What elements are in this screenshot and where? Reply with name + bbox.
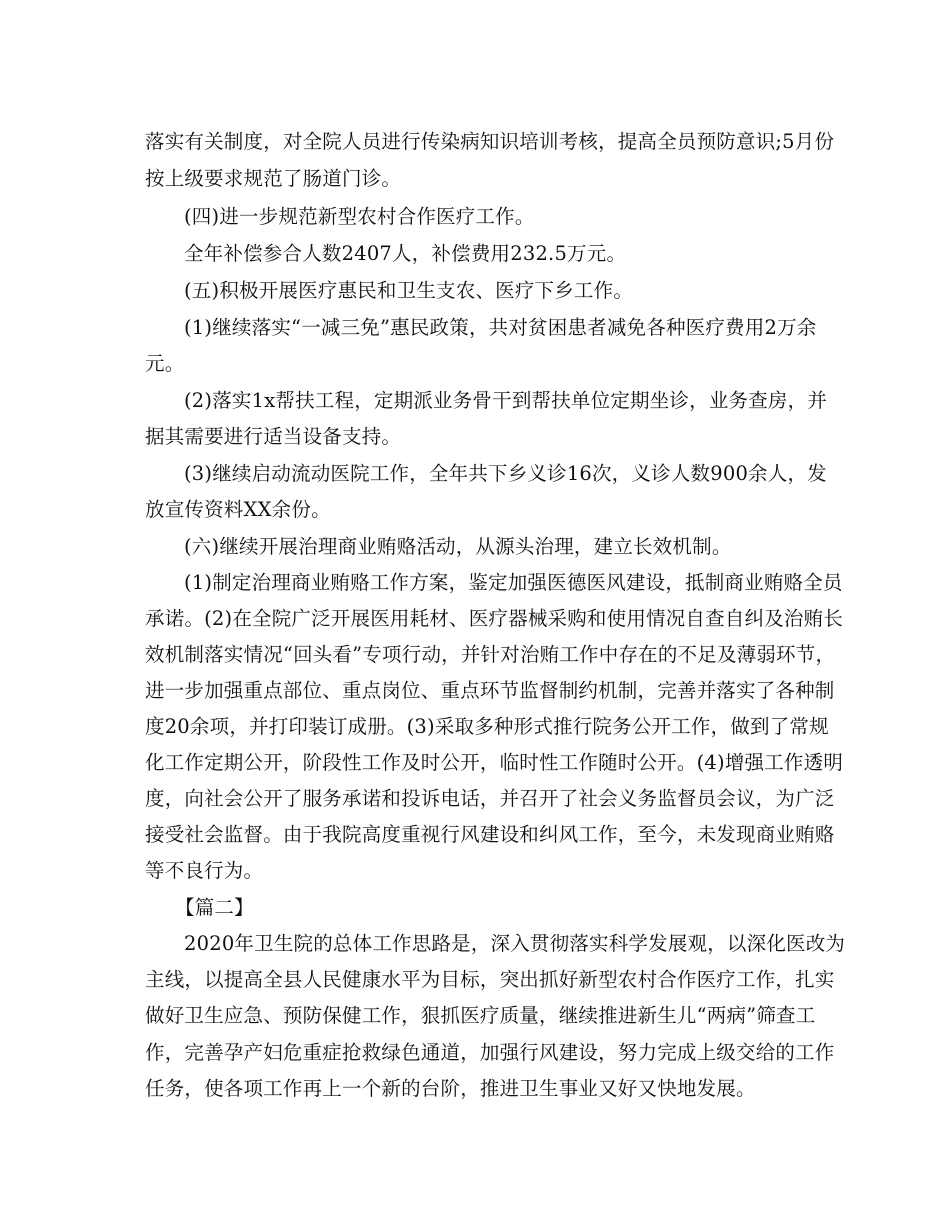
text-line: (3)继续启动流动医院工作，全年共下乡义诊16次，义诊人数900余人，发 — [184, 462, 827, 485]
text-line: 放宣传资料XX余份。 — [145, 498, 331, 521]
text-line: 按上级要求规范了肠道门诊。 — [145, 167, 402, 190]
section-heading: (五)积极开展医疗惠民和卫生支农、医疗下乡工作。 — [184, 279, 634, 302]
text-line: 等不良行为。 — [145, 859, 264, 882]
text-line: 元。 — [145, 352, 185, 375]
text-line: 作，完善孕产妇危重症抢救绿色通道，加强行风建设，努力完成上级交给的工作 — [145, 1041, 835, 1064]
text-line: 效机制落实情况“回头看”专项行动，并针对治贿工作中存在的不足及薄弱环节， — [145, 643, 836, 666]
text-line: 全年补偿参合人数2407人，补偿费用232.5万元。 — [184, 242, 627, 265]
text-line: 落实有关制度，对全院人员进行传染病知识培训考核，提高全员预防意识;5月份 — [145, 130, 835, 153]
section-heading: (四)进一步规范新型农村合作医疗工作。 — [184, 205, 535, 228]
text-line: 据其需要进行适当设备支持。 — [145, 425, 402, 448]
text-line: 主线，以提高全县人民健康水平为目标，突出抓好新型农村合作医疗工作，扎实 — [145, 968, 835, 991]
text-line: 度，向社会公开了服务承诺和投诉电话，并召开了社会义务监督员会议，为广泛 — [145, 787, 835, 810]
text-line: 任务，使各项工作再上一个新的台阶，推进卫生事业又好又快地发展。 — [145, 1077, 756, 1100]
text-line: 做好卫生应急、预防保健工作，狠抓医疗质量，继续推进新生儿“两病”筛查工 — [145, 1004, 816, 1027]
text-line: (2)落实1x帮扶工程，定期派业务骨干到帮扶单位定期坐诊，业务查房，并 — [184, 389, 828, 412]
chapter-heading: 【篇二】 — [175, 896, 254, 919]
text-line: 2020年卫生院的总体工作思路是，深入贯彻落实科学发展观，以深化医改为 — [184, 932, 846, 955]
text-line: 接受社会监督。由于我院高度重视行风建设和纠风工作，至今，未发现商业贿赂 — [145, 823, 835, 846]
text-line: (1)制定治理商业贿赂工作方案，鉴定加强医德医风建设，抵制商业贿赂全员 — [184, 571, 843, 594]
text-line: 度20余项，并打印装订成册。(3)采取多种形式推行院务公开工作，做到了常规 — [145, 715, 829, 738]
text-line: 进一步加强重点部位、重点岗位、重点环节监督制约机制，完善并落实了各种制 — [145, 679, 835, 702]
text-line: 承诺。(2)在全院广泛开展医用耗材、医疗器械采购和使用情况自查自纠及治贿长 — [145, 607, 844, 630]
text-line: (1)继续落实“一减三免”惠民政策，共对贫困患者减免各种医疗费用2万余 — [184, 316, 817, 339]
section-heading: (六)继续开展治理商业贿赂活动，从源头治理，建立长效机制。 — [184, 535, 732, 558]
text-line: 化工作定期公开，阶段性工作及时公开，临时性工作随时公开。(4)增强工作透明 — [145, 751, 844, 774]
